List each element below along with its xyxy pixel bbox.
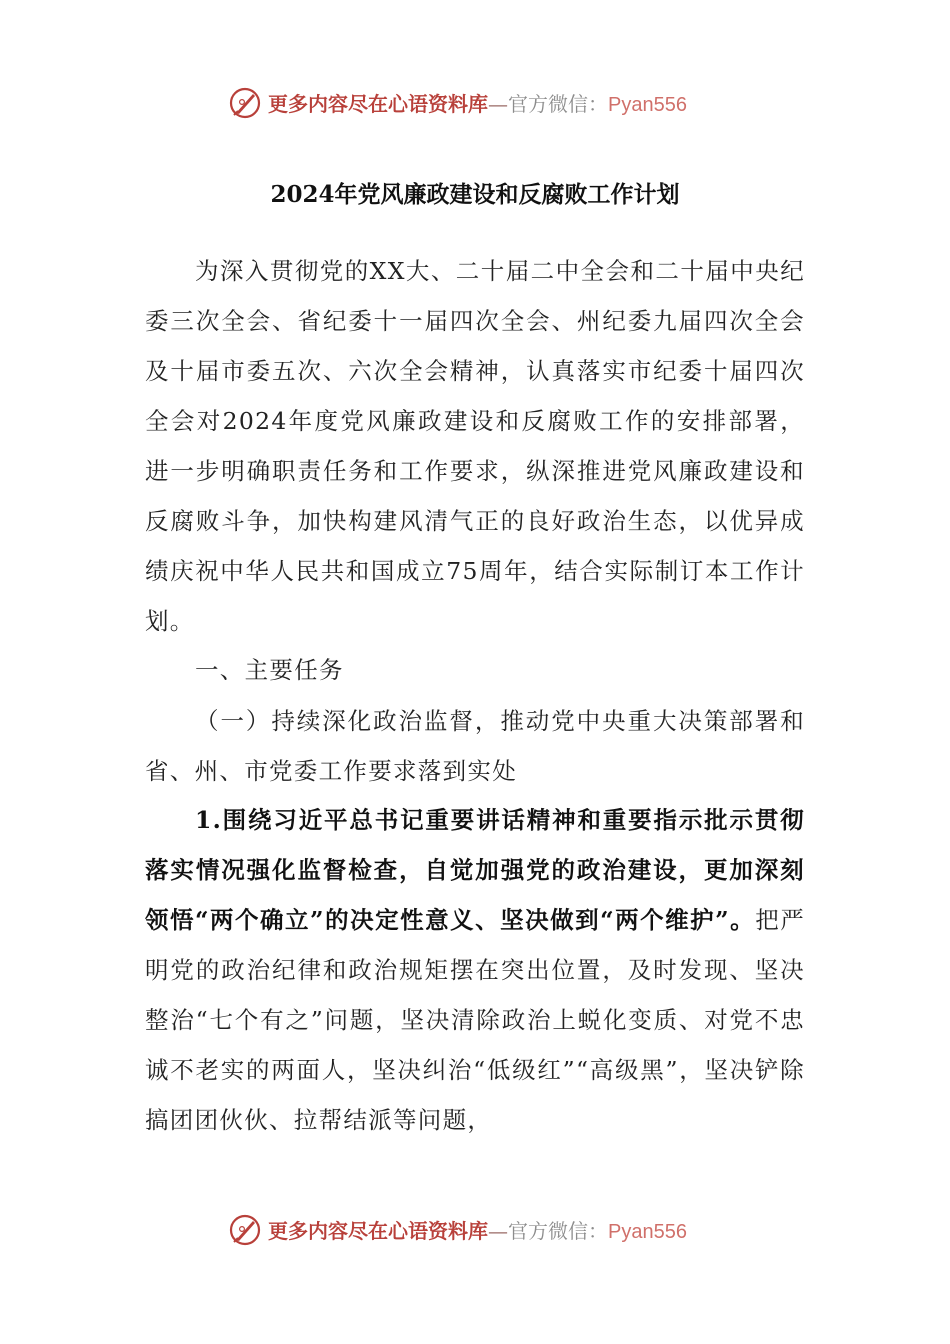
quill-seal-icon [228, 86, 262, 120]
item-bold-lead: 1.围绕习近平总书记重要讲话精神和重要指示批示贯彻落实情况强化监督检查，自觉加强党的政治建设，更加深刻领悟“两个确立”的决定性意义、坚决做到“两个维护”。 [145, 806, 805, 934]
section-heading: 一、主要任务 [195, 656, 344, 684]
banner-label: 官方微信： [508, 1219, 608, 1243]
intro-paragraph: 为深入贯彻党的XX大、二十届二中全会和二十届中央纪委三次全会、省纪委十一届四次全会、州纪委九届四次全会及十届市委五次、六次全会精神，认真落实市纪委十届四次全会对2024年度党风廉政建设和反腐败工作的安排部署，进一步明确职责任务和工作要求，纵深推进党风廉政建设和反腐败斗争，加快构建风清气正的良好政治生态，以优异成绩庆祝中华人民共和国成立75周年，结合实际制订本工作计划。 [145, 257, 805, 635]
banner-main-text: 更多内容尽在心语资料库 [268, 1219, 488, 1243]
banner-main-text: 更多内容尽在心语资料库 [268, 92, 488, 116]
header-banner [0, 84, 950, 124]
document-title: 2024年党风廉政建设和反腐败工作计划 [270, 181, 680, 208]
banner-wechat-id: Pyan556 [608, 1221, 687, 1243]
quill-seal-icon [228, 1213, 262, 1247]
footer-banner [0, 1211, 950, 1251]
banner-wechat-id: Pyan556 [608, 94, 687, 116]
item-body-text: 把严明党的政治纪律和政治规矩摆在突出位置，及时发现、坚决整治“七个有之”问题，坚决清除政治上蜕化变质、对党不忠诚不老实的两面人，坚决纠治“低级红”“高级黑”，坚决铲除搞团团伙伙、拉帮结派等问题， [145, 906, 805, 1134]
item-paragraph [145, 795, 805, 1145]
banner-dash: — [488, 92, 508, 116]
banner-text [268, 1217, 687, 1246]
banner-label: 官方微信： [508, 92, 608, 116]
banner-dash: — [488, 1219, 508, 1243]
banner-text [268, 90, 687, 119]
subsection-heading: （一）持续深化政治监督，推动党中央重大决策部署和省、州、市党委工作要求落到实处 [145, 707, 805, 785]
